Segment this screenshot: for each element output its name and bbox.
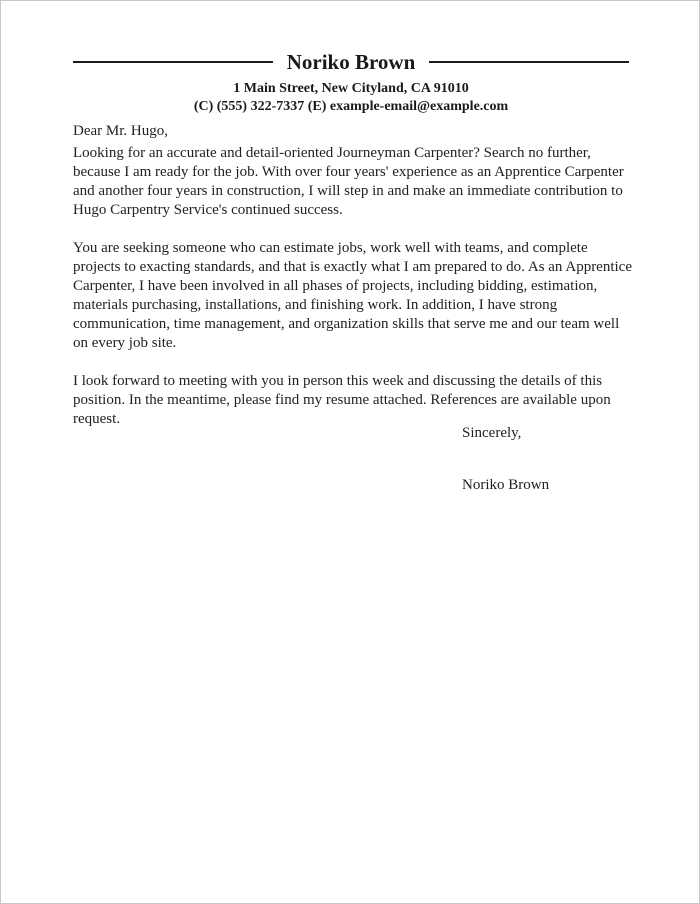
paragraph-1: Looking for an accurate and detail-oriented Journeyman Carpenter? Search no further, because I am ready for the job. With over four years' experience as an Apprentice Carpenter and another four years in construction, I will step in and make an immediate contribution to Hugo Carpentry Service's continued success. [73,145,624,218]
salutation: Dear Mr. Hugo, [73,123,168,139]
sender-contact: (C) (555) 322-7337 (E) example-email@example.com [193,99,509,114]
letter-body [73,122,633,429]
sender-name: Noriko Brown [286,50,416,74]
header-rule-right [429,61,629,63]
closing: Sincerely, [462,425,522,441]
sender-address: 1 Main Street, New Cityland, CA 91010 [233,81,469,96]
paragraph-2: You are seeking someone who can estimate jobs, work well with teams, and complete projects to exacting standards, and that is exactly what I am prepared to do. As an Apprentice Carpenter, I have been involved in all phases of projects, including bidding, estimation, materials purchasing, installations, and finishing work. In addition, I have strong communication, time management, and organization skills that serve me and our team well on every job site. [73,240,632,351]
signature-name: Noriko Brown [462,477,550,493]
paragraph-3: I look forward to meeting with you in person this week and discussing the details of this position. In the meantime, please find my resume attached. References are available upon request. [73,373,611,427]
letter-header [73,49,629,75]
